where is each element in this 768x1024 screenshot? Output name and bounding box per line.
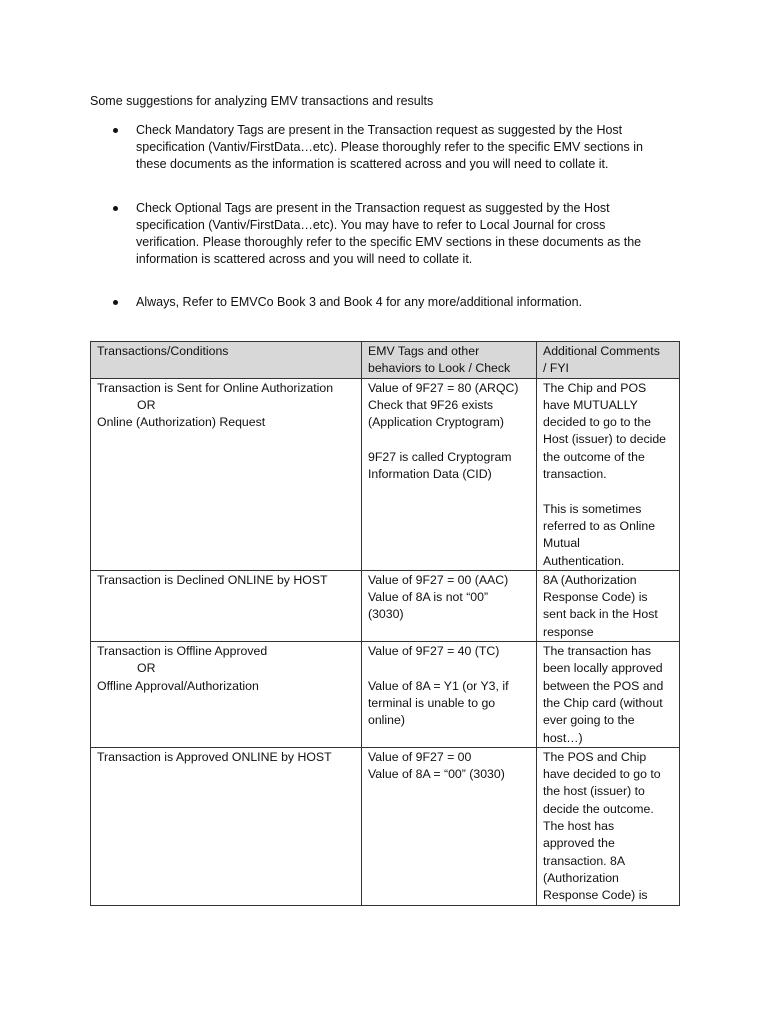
suggestion-line: specification (Vantiv/FirstData…etc). Please thoroughly refer to the specific EMV sections in [136,140,643,155]
tags-cell: Value of 9F27 = 40 (TC) Value of 8A = Y1 (or Y3, if terminal is unable to go online) [362,642,537,748]
bullet-icon [113,206,118,211]
bullet-icon [113,128,118,133]
bullet-icon [113,300,118,305]
intro-text: Some suggestions for analyzing EMV transactions and results [90,94,434,108]
suggestion-line: Always, Refer to EMVCo Book 3 and Book 4 for any more/additional information. [136,295,583,310]
suggestion-line: Check Mandatory Tags are present in the Transaction request as suggested by the Host [136,123,623,137]
table-row [91,570,680,641]
emv-transactions-table [90,341,680,906]
suggestion-item-optional-tags [90,200,660,269]
condition-cell: Transaction is Declined ONLINE by HOST [91,570,362,641]
suggestion-item-mandatory-tags [90,122,660,174]
table-row [91,642,680,748]
condition-cell: Transaction is Offline Approved OR Offline Approval/Authorization [91,642,362,748]
suggestion-line: information is scattered across and you will need to collate it. [136,252,473,267]
table-row [91,378,680,570]
condition-cell: Transaction is Sent for Online Authorization OR Online (Authorization) Request [91,378,362,570]
tags-cell: Value of 9F27 = 80 (ARQC) Check that 9F26 exists (Application Cryptogram) 9F27 is called Cryptogram Information Data (CID) [362,378,537,570]
suggestion-list [90,122,660,312]
suggestion-item-emvco-books [90,294,660,311]
header-emv-tags: EMV Tags and other behaviors to Look / Check [362,342,537,379]
comments-cell: The POS and Chip have decided to go to the host (issuer) to decide the outcome. The host has approved the transaction. 8A (Authorization Response Code) is [537,747,680,905]
tags-cell: Value of 9F27 = 00 Value of 8A = “00” (3030) [362,747,537,905]
suggestion-line: specification (Vantiv/FirstData…etc). You may have to refer to Local Journal for cross [136,217,606,232]
header-transactions-conditions: Transactions/Conditions [91,342,362,379]
condition-cell: Transaction is Approved ONLINE by HOST [91,747,362,905]
suggestion-line: Check Optional Tags are present in the Transaction request as suggested by the Host [136,200,610,215]
comments-cell: The transaction has been locally approved between the POS and the Chip card (without ever going to the host…) [537,642,680,748]
comments-cell: The Chip and POS have MUTUALLY decided to go to the Host (issuer) to decide the outcome of the transaction. This is sometimes referred to as Online Mutual Authentication. [537,378,680,570]
table-header-row [91,342,680,379]
suggestion-line: these documents as the information is scattered across and you will need to collate it. [136,157,609,172]
header-additional-comments: Additional Comments / FYI [537,342,680,379]
tags-cell: Value of 9F27 = 00 (AAC) Value of 8A is not “00” (3030) [362,570,537,641]
comments-cell: 8A (Authorization Response Code) is sent back in the Host response [537,570,680,641]
suggestion-line: verification. Please thoroughly refer to the specific EMV sections in these documents as the [136,235,642,250]
table-row [91,747,680,905]
